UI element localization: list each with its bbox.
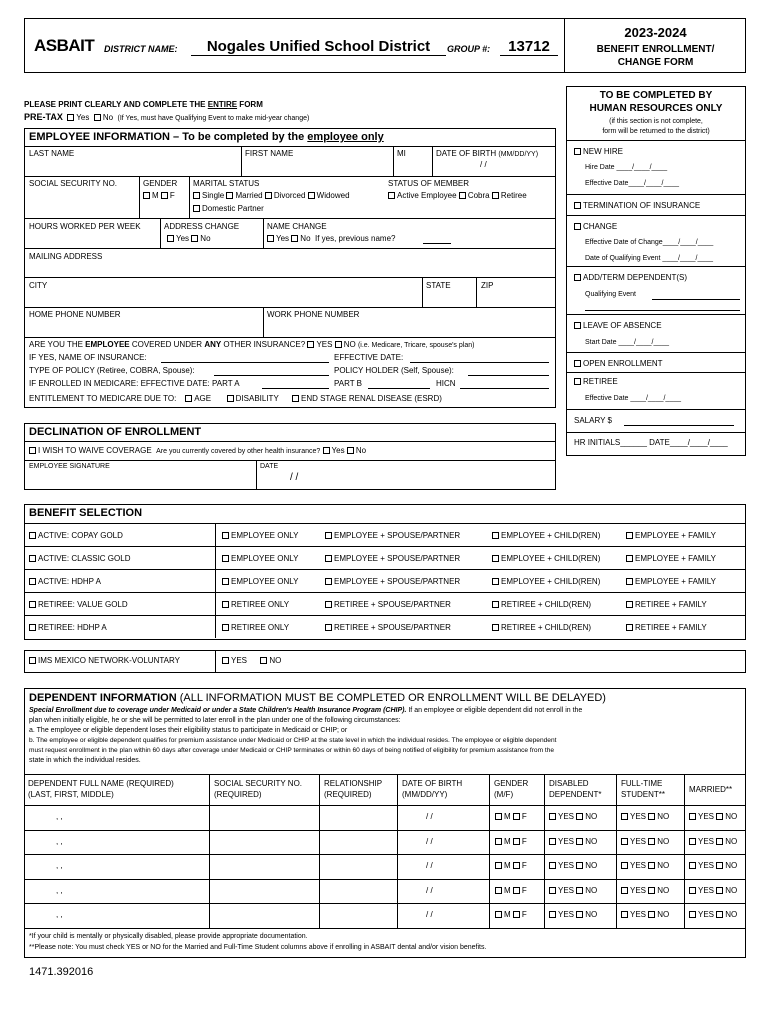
medicare-part-a-label: IF ENROLLED IN MEDICARE: EFFECTIVE DATE: PART A bbox=[29, 379, 240, 388]
benefit-option[interactable] bbox=[29, 577, 101, 587]
open-enrollment-label: OPEN ENROLLMENT bbox=[583, 359, 663, 368]
benefit-option-label: RETIREE: VALUE GOLD bbox=[38, 600, 128, 609]
benefit-option-label: EMPLOYEE + SPOUSE/PARTNER bbox=[334, 577, 461, 586]
other-insurance-no-checkbox[interactable] bbox=[335, 341, 342, 348]
benefit-selection-title: BENEFIT SELECTION bbox=[29, 507, 143, 519]
ims-label: IMS MEXICO NETWORK-VOLUNTARY bbox=[38, 656, 180, 665]
age-checkbox[interactable] bbox=[185, 395, 192, 402]
married-checkbox[interactable] bbox=[226, 192, 233, 199]
dependent-dob-field[interactable]: / / bbox=[426, 910, 433, 919]
esrd-checkbox[interactable] bbox=[292, 395, 299, 402]
benefit-option[interactable] bbox=[222, 554, 298, 564]
group-label: GROUP #: bbox=[447, 44, 491, 54]
termination-checkbox[interactable] bbox=[574, 202, 581, 209]
ims-checkbox[interactable] bbox=[29, 657, 36, 664]
dep-married-no-checkbox[interactable] bbox=[716, 887, 723, 894]
dep-fulltime-no-checkbox[interactable] bbox=[648, 862, 655, 869]
entitlement-row: ENTITLEMENT TO MEDICARE DUE TO: AGE DISABILITY END STAGE RENAL DISEASE (ESRD) bbox=[29, 394, 442, 403]
leave-of-absence-checkbox[interactable] bbox=[574, 322, 581, 329]
dep-gender-m-checkbox[interactable] bbox=[495, 911, 502, 918]
dep-gender-f-checkbox[interactable] bbox=[513, 887, 520, 894]
footnote-2: **Please note: You must check YES or NO for the Married and Full-Time Student columns above if enrolling in ASBAIT dental and/or vision benefits. bbox=[29, 944, 487, 951]
benefit-option-label: ACTIVE: HDHP A bbox=[38, 577, 101, 586]
status-of-member-label: STATUS OF MEMBER bbox=[388, 179, 470, 188]
benefit-option-label: EMPLOYEE ONLY bbox=[231, 554, 299, 563]
dep-married-no-checkbox[interactable] bbox=[716, 838, 723, 845]
dep-married-yes-checkbox[interactable] bbox=[689, 862, 696, 869]
medicare-part-a-field[interactable] bbox=[262, 388, 329, 389]
dep-gender-m-checkbox[interactable] bbox=[495, 887, 502, 894]
retiree-label: RETIREE bbox=[583, 377, 618, 386]
medicare-part-b-label: PART B bbox=[334, 379, 363, 388]
dep-married-no-checkbox[interactable] bbox=[716, 862, 723, 869]
benefit-option-label: RETIREE + SPOUSE/PARTNER bbox=[334, 600, 451, 609]
add-term-dependent-checkbox[interactable] bbox=[574, 274, 581, 281]
col-name-h2: (LAST, FIRST, MIDDLE) bbox=[28, 790, 114, 799]
benefit-checkbox[interactable] bbox=[325, 555, 332, 562]
open-enrollment-checkbox[interactable] bbox=[574, 360, 581, 367]
address-change-label: ADDRESS CHANGE bbox=[164, 222, 240, 231]
benefit-checkbox[interactable] bbox=[492, 624, 499, 631]
benefit-checkbox[interactable] bbox=[222, 555, 229, 562]
dep-married-yes-checkbox[interactable] bbox=[689, 813, 696, 820]
benefit-checkbox[interactable] bbox=[325, 532, 332, 539]
dependent-name-field[interactable]: , , bbox=[56, 910, 63, 919]
print-instruction: PLEASE PRINT CLEARLY AND COMPLETE THE ENTIRE FORM bbox=[24, 100, 263, 109]
dependent-married: YES NO bbox=[689, 886, 737, 896]
benefit-checkbox[interactable] bbox=[325, 601, 332, 608]
benefit-option-label: EMPLOYEE + SPOUSE/PARTNER bbox=[334, 554, 461, 563]
benefit-option[interactable] bbox=[626, 600, 707, 610]
col-rel-h2: (REQUIRED) bbox=[324, 790, 372, 799]
dep-fulltime-yes-checkbox[interactable] bbox=[621, 862, 628, 869]
col-married-h: MARRIED** bbox=[689, 785, 733, 794]
insurance-name-label: IF YES, NAME OF INSURANCE: bbox=[29, 353, 147, 362]
benefit-checkbox[interactable] bbox=[29, 578, 36, 585]
pretax-yes-checkbox[interactable] bbox=[67, 114, 74, 121]
benefit-option-label: ACTIVE: CLASSIC GOLD bbox=[38, 554, 131, 563]
benefit-option-label: EMPLOYEE ONLY bbox=[231, 531, 299, 540]
dependent-fulltime: YES NO bbox=[621, 886, 669, 896]
divorced-checkbox[interactable] bbox=[265, 192, 272, 199]
dep-gender-f-checkbox[interactable] bbox=[513, 813, 520, 820]
employee-signature-label: EMPLOYEE SIGNATURE bbox=[29, 463, 110, 470]
domestic-partner-checkbox[interactable] bbox=[193, 205, 200, 212]
benefit-checkbox[interactable] bbox=[29, 624, 36, 631]
ims-yes-checkbox[interactable] bbox=[222, 657, 229, 664]
dep-disabled-yes-checkbox[interactable] bbox=[549, 862, 556, 869]
previous-name-field[interactable] bbox=[423, 243, 451, 244]
dep-disabled-yes-checkbox[interactable] bbox=[549, 887, 556, 894]
benefit-selection-box bbox=[24, 504, 746, 640]
hours-worked-label: HOURS WORKED PER WEEK bbox=[29, 222, 141, 231]
active-employee-checkbox[interactable] bbox=[388, 192, 395, 199]
change-checkbox[interactable] bbox=[574, 223, 581, 230]
special-enrollment-line2: plan when initially eligible, he or she will be permitted to later enroll in the plan under one of the following circumstances: bbox=[29, 717, 401, 724]
dob-field[interactable]: / / bbox=[480, 160, 487, 169]
dependent-fulltime: YES NO bbox=[621, 837, 669, 847]
col-gender-h1: GENDER bbox=[494, 779, 529, 788]
effective-date-of-change[interactable]: Effective Date of Change____/____/____ bbox=[585, 239, 714, 246]
benefit-checkbox[interactable] bbox=[222, 624, 229, 631]
dependent-fulltime: YES NO bbox=[621, 861, 669, 871]
widowed-checkbox[interactable] bbox=[308, 192, 315, 199]
termination-label: TERMINATION OF INSURANCE bbox=[583, 201, 701, 210]
benefit-checkbox[interactable] bbox=[492, 555, 499, 562]
dependent-fulltime: YES NO bbox=[621, 910, 669, 920]
dependent-dob-field[interactable]: / / bbox=[426, 837, 433, 846]
dep-fulltime-no-checkbox[interactable] bbox=[648, 887, 655, 894]
other-coverage-no-checkbox[interactable] bbox=[347, 447, 354, 454]
zip-label: ZIP bbox=[481, 281, 494, 290]
special-enrollment-line4: b. The employee or eligible dependent qualifies for premium assistance under Medicaid or CHIP at the state level in which the individual resides. The employee or eligible dependent bbox=[29, 737, 557, 744]
effective-date[interactable]: Effective Date____/____/____ bbox=[585, 180, 680, 187]
first-name-label: FIRST NAME bbox=[245, 149, 294, 158]
retiree-status-checkbox[interactable] bbox=[492, 192, 499, 199]
col-dob-h2: (MM/DD/YY) bbox=[402, 790, 448, 799]
benefit-option-label: RETIREE: HDHP A bbox=[38, 623, 107, 632]
benefit-option[interactable] bbox=[325, 531, 460, 541]
address-change-no-checkbox[interactable] bbox=[191, 235, 198, 242]
benefit-checkbox[interactable] bbox=[29, 601, 36, 608]
dependent-dob-field[interactable]: / / bbox=[426, 812, 433, 821]
state-label: STATE bbox=[426, 281, 451, 290]
change-label: CHANGE bbox=[583, 222, 618, 231]
benefit-option[interactable] bbox=[222, 600, 289, 610]
col-disabled-h1: DISABLED bbox=[549, 779, 589, 788]
benefit-option[interactable] bbox=[626, 531, 716, 541]
disability-checkbox[interactable] bbox=[227, 395, 234, 402]
dependent-married: YES NO bbox=[689, 812, 737, 822]
dependent-dob-field[interactable]: / / bbox=[426, 886, 433, 895]
last-name-label: LAST NAME bbox=[29, 149, 75, 158]
benefit-option-label: EMPLOYEE + FAMILY bbox=[635, 554, 716, 563]
benefit-option-label: EMPLOYEE + CHILD(REN) bbox=[501, 531, 601, 540]
dependent-gender: M F bbox=[495, 861, 527, 871]
ssn-label: SOCIAL SECURITY NO. bbox=[29, 179, 118, 188]
medicare-part-b-field[interactable] bbox=[368, 388, 430, 389]
special-enrollment-line3: a. The employee or eligible dependent loses their eligibility status to participate in Medicaid or CHIP; or bbox=[29, 727, 348, 734]
logo-text: ASBAIT bbox=[34, 36, 95, 55]
benefit-option[interactable] bbox=[626, 554, 716, 564]
benefit-option[interactable] bbox=[492, 531, 600, 541]
dependent-disabled: YES NO bbox=[549, 886, 597, 896]
date-of-qualifying-event[interactable]: Date of Qualifying Event ____/____/____ bbox=[585, 255, 714, 262]
cobra-checkbox[interactable] bbox=[459, 192, 466, 199]
benefit-checkbox[interactable] bbox=[626, 532, 633, 539]
hr-title-1: TO BE COMPLETED BY bbox=[599, 90, 713, 101]
other-coverage-yes-checkbox[interactable] bbox=[323, 447, 330, 454]
dependent-disabled: YES NO bbox=[549, 812, 597, 822]
hicn-field[interactable] bbox=[460, 388, 549, 389]
benefit-checkbox[interactable] bbox=[626, 624, 633, 631]
benefit-option-label: RETIREE + SPOUSE/PARTNER bbox=[334, 623, 451, 632]
benefit-option[interactable] bbox=[325, 623, 451, 633]
ims-no-checkbox[interactable] bbox=[260, 657, 267, 664]
policy-type-field[interactable] bbox=[214, 375, 329, 376]
special-enrollment-line5: must request enrollment in the plan within 60 days after coverage under Medicaid or CHIP terminates or within 60 days of being notified of eligibility for premium assistance from the bbox=[29, 747, 555, 754]
benefit-checkbox[interactable] bbox=[222, 532, 229, 539]
dep-gender-f-checkbox[interactable] bbox=[513, 838, 520, 845]
benefit-option-label: EMPLOYEE + CHILD(REN) bbox=[501, 577, 601, 586]
signature-date-label: DATE bbox=[260, 463, 279, 470]
start-date[interactable]: Start Date ____/____/____ bbox=[585, 339, 670, 346]
pretax-no-checkbox[interactable] bbox=[94, 114, 101, 121]
dep-married-no-checkbox[interactable] bbox=[716, 911, 723, 918]
col-ssn-h2: (REQUIRED) bbox=[214, 790, 262, 799]
marital-status-label: MARITAL STATUS bbox=[193, 179, 260, 188]
benefit-option-label: RETIREE ONLY bbox=[231, 600, 290, 609]
benefit-option[interactable] bbox=[29, 600, 128, 610]
benefit-checkbox[interactable] bbox=[492, 578, 499, 585]
dep-fulltime-yes-checkbox[interactable] bbox=[621, 813, 628, 820]
benefit-option-label: EMPLOYEE ONLY bbox=[231, 577, 299, 586]
special-enrollment-line6: state in which the individual resides. bbox=[29, 757, 141, 764]
salary-field[interactable] bbox=[624, 425, 734, 426]
dependent-gender: M F bbox=[495, 812, 527, 822]
name-change-no-checkbox[interactable] bbox=[291, 235, 298, 242]
benefit-option-label: RETIREE + CHILD(REN) bbox=[501, 623, 592, 632]
gender-label: GENDER bbox=[143, 179, 178, 188]
col-dob-h1: DATE OF BIRTH bbox=[402, 779, 463, 788]
benefit-option[interactable] bbox=[492, 600, 591, 610]
dependent-disabled: YES NO bbox=[549, 837, 597, 847]
hr-initials-date[interactable]: HR INITIALS______ DATE____/____/____ bbox=[574, 438, 728, 447]
home-phone-label: HOME PHONE NUMBER bbox=[29, 310, 121, 319]
benefit-option[interactable] bbox=[222, 531, 298, 541]
qualifying-event-field-2[interactable] bbox=[585, 310, 740, 311]
dep-gender-f-checkbox[interactable] bbox=[513, 911, 520, 918]
dependent-married: YES NO bbox=[689, 861, 737, 871]
policy-holder-label: POLICY HOLDER (Self, Spouse): bbox=[334, 366, 454, 375]
benefit-checkbox[interactable] bbox=[325, 578, 332, 585]
dep-fulltime-no-checkbox[interactable] bbox=[648, 838, 655, 845]
benefit-checkbox[interactable] bbox=[492, 601, 499, 608]
special-enrollment-line1: Special Enrollment due to coverage under Medicaid or under a State Children's Health Insurance Program (CHIP). If an employee or eligible dependent did not enroll in the bbox=[29, 707, 583, 714]
form-title-line1: BENEFIT ENROLLMENT/ bbox=[596, 44, 715, 55]
benefit-option-label: ACTIVE: COPAY GOLD bbox=[38, 531, 123, 540]
retiree-effective-date[interactable]: Effective Date ____/____/____ bbox=[585, 395, 682, 402]
dep-fulltime-yes-checkbox[interactable] bbox=[621, 911, 628, 918]
district-label: DISTRICT NAME: bbox=[104, 44, 178, 54]
hicn-label: HICN bbox=[436, 379, 456, 388]
form-number: 1471.392016 bbox=[29, 966, 94, 978]
retiree-checkbox[interactable] bbox=[574, 378, 581, 385]
dependent-info-title: DEPENDENT INFORMATION (ALL INFORMATION MUST BE COMPLETED OR ENROLLMENT WILL BE DELAYED) bbox=[29, 692, 606, 704]
benefit-checkbox[interactable] bbox=[29, 532, 36, 539]
add-term-label: ADD/TERM DEPENDENT(S) bbox=[583, 273, 688, 282]
benefit-option[interactable] bbox=[325, 577, 460, 587]
benefit-option[interactable] bbox=[222, 623, 289, 633]
benefit-checkbox[interactable] bbox=[626, 601, 633, 608]
benefit-option-label: EMPLOYEE + CHILD(REN) bbox=[501, 554, 601, 563]
other-insurance-question: ARE YOU THE EMPLOYEE COVERED UNDER ANY OTHER INSURANCE? YES NO (i.e. Medicare, Tricare, spouse's plan) bbox=[29, 340, 475, 349]
dep-married-yes-checkbox[interactable] bbox=[689, 838, 696, 845]
benefit-option-label: RETIREE + FAMILY bbox=[635, 600, 707, 609]
dependent-disabled: YES NO bbox=[549, 910, 597, 920]
leave-label: LEAVE OF ABSENCE bbox=[583, 321, 662, 330]
benefit-option[interactable] bbox=[29, 623, 107, 633]
dep-fulltime-no-checkbox[interactable] bbox=[648, 911, 655, 918]
col-fulltime-h1: FULL-TIME bbox=[621, 779, 663, 788]
dependent-name-field[interactable]: , , bbox=[56, 861, 63, 870]
dep-disabled-no-checkbox[interactable] bbox=[576, 813, 583, 820]
col-name-h1: DEPENDENT FULL NAME (REQUIRED) bbox=[28, 779, 174, 788]
waive-coverage-checkbox[interactable] bbox=[29, 447, 36, 454]
new-hire-label: NEW HIRE bbox=[583, 147, 623, 156]
dependent-fulltime: YES NO bbox=[621, 812, 669, 822]
dep-married-yes-checkbox[interactable] bbox=[689, 887, 696, 894]
dependent-disabled: YES NO bbox=[549, 861, 597, 871]
benefit-checkbox[interactable] bbox=[492, 532, 499, 539]
other-insurance-yes-checkbox[interactable] bbox=[307, 341, 314, 348]
work-phone-label: WORK PHONE NUMBER bbox=[267, 310, 360, 319]
name-change-label: NAME CHANGE bbox=[267, 222, 327, 231]
form-year: 2023-2024 bbox=[624, 25, 687, 40]
hr-note-1: (if this section is not complete, bbox=[609, 118, 703, 125]
benefit-option[interactable] bbox=[325, 600, 451, 610]
insurance-name-field[interactable] bbox=[161, 362, 329, 363]
dependent-married: YES NO bbox=[689, 837, 737, 847]
effective-date-label: EFFECTIVE DATE: bbox=[334, 353, 404, 362]
district-name-field[interactable]: Nogales Unified School District bbox=[191, 38, 446, 56]
name-change-yes-checkbox[interactable] bbox=[267, 235, 274, 242]
dependent-gender: M F bbox=[495, 886, 527, 896]
dep-married-yes-checkbox[interactable] bbox=[689, 911, 696, 918]
dep-gender-m-checkbox[interactable] bbox=[495, 813, 502, 820]
hr-note-2: form will be returned to the district) bbox=[602, 128, 710, 135]
qualifying-event-field[interactable] bbox=[652, 299, 740, 300]
benefit-option-label: EMPLOYEE + FAMILY bbox=[635, 531, 716, 540]
gender-m-checkbox[interactable] bbox=[143, 192, 150, 199]
hire-date[interactable]: Hire Date ____/____/____ bbox=[585, 164, 668, 171]
single-checkbox[interactable] bbox=[193, 192, 200, 199]
hr-title-2: HUMAN RESOURCES ONLY bbox=[589, 103, 723, 114]
benefit-checkbox[interactable] bbox=[626, 578, 633, 585]
dep-gender-m-checkbox[interactable] bbox=[495, 862, 502, 869]
insurance-effective-date-field[interactable] bbox=[410, 362, 549, 363]
dep-disabled-no-checkbox[interactable] bbox=[576, 862, 583, 869]
benefit-option[interactable] bbox=[626, 623, 707, 633]
dep-disabled-yes-checkbox[interactable] bbox=[549, 813, 556, 820]
form-title-line2: CHANGE FORM bbox=[617, 57, 694, 68]
col-gender-h2: (M/F) bbox=[494, 790, 514, 799]
dep-gender-m-checkbox[interactable] bbox=[495, 838, 502, 845]
footnote-1: *If your child is mentally or physically disabled, please provide appropriate documentation. bbox=[29, 933, 308, 940]
dependent-gender: M F bbox=[495, 910, 527, 920]
dep-disabled-no-checkbox[interactable] bbox=[576, 838, 583, 845]
benefit-option-label: RETIREE + FAMILY bbox=[635, 623, 707, 632]
benefit-checkbox[interactable] bbox=[29, 555, 36, 562]
dep-gender-f-checkbox[interactable] bbox=[513, 862, 520, 869]
col-ssn-h1: SOCIAL SECURITY NO. bbox=[214, 779, 303, 788]
policy-type-label: TYPE OF POLICY (Retiree, COBRA, Spouse): bbox=[29, 366, 195, 375]
qualifying-event-label: Qualifying Event bbox=[585, 291, 636, 298]
salary-label: SALARY $ bbox=[574, 416, 612, 425]
city-label: CITY bbox=[29, 281, 48, 290]
benefit-option[interactable] bbox=[492, 554, 600, 564]
benefit-option-label: EMPLOYEE + FAMILY bbox=[635, 577, 716, 586]
address-change-yes-checkbox[interactable] bbox=[167, 235, 174, 242]
dep-fulltime-yes-checkbox[interactable] bbox=[621, 838, 628, 845]
dependent-name-field[interactable]: , , bbox=[56, 886, 63, 895]
dependent-name-field[interactable]: , , bbox=[56, 837, 63, 846]
col-disabled-h2: DEPENDENT* bbox=[549, 790, 602, 799]
waive-row: I WISH TO WAIVE COVERAGE Are you currently covered by other health insurance? Yes No bbox=[29, 446, 366, 456]
signature-date-field[interactable]: / / bbox=[290, 472, 299, 483]
mi-label: MI bbox=[397, 149, 406, 158]
dependent-name-field[interactable]: , , bbox=[56, 812, 63, 821]
benefit-option[interactable] bbox=[325, 554, 460, 564]
benefit-option-label: RETIREE ONLY bbox=[231, 623, 290, 632]
dep-disabled-no-checkbox[interactable] bbox=[576, 911, 583, 918]
dep-disabled-yes-checkbox[interactable] bbox=[549, 838, 556, 845]
group-number-field[interactable]: 13712 bbox=[500, 38, 558, 56]
benefit-checkbox[interactable] bbox=[222, 578, 229, 585]
employee-info-title: EMPLOYEE INFORMATION – To be completed by the employee only bbox=[29, 131, 384, 143]
dep-disabled-yes-checkbox[interactable] bbox=[549, 911, 556, 918]
col-rel-h1: RELATIONSHIP bbox=[324, 779, 383, 788]
benefit-option-label: EMPLOYEE + SPOUSE/PARTNER bbox=[334, 531, 461, 540]
benefit-option[interactable] bbox=[626, 577, 716, 587]
col-fulltime-h2: STUDENT** bbox=[621, 790, 666, 799]
benefit-option[interactable] bbox=[29, 531, 123, 541]
dep-fulltime-yes-checkbox[interactable] bbox=[621, 887, 628, 894]
gender-f-checkbox[interactable] bbox=[161, 192, 168, 199]
policy-holder-field[interactable] bbox=[468, 375, 549, 376]
benefit-checkbox[interactable] bbox=[325, 624, 332, 631]
dependent-married: YES NO bbox=[689, 910, 737, 920]
benefit-option[interactable] bbox=[222, 577, 298, 587]
benefit-checkbox[interactable] bbox=[626, 555, 633, 562]
mailing-address-label: MAILING ADDRESS bbox=[29, 252, 103, 261]
benefit-option[interactable] bbox=[492, 577, 600, 587]
dep-married-no-checkbox[interactable] bbox=[716, 813, 723, 820]
dob-label: DATE OF BIRTH (MM/DD/YY) bbox=[436, 149, 539, 158]
benefit-option[interactable] bbox=[29, 554, 130, 564]
dep-fulltime-no-checkbox[interactable] bbox=[648, 813, 655, 820]
benefit-option-label: RETIREE + CHILD(REN) bbox=[501, 600, 592, 609]
benefit-option[interactable] bbox=[492, 623, 591, 633]
dep-disabled-no-checkbox[interactable] bbox=[576, 887, 583, 894]
dependent-dob-field[interactable]: / / bbox=[426, 861, 433, 870]
new-hire-checkbox[interactable] bbox=[574, 148, 581, 155]
asbait-logo bbox=[34, 36, 94, 56]
pretax-row: PRE-TAX Yes No (If Yes, must have Qualifying Event to make mid-year change) bbox=[24, 112, 310, 122]
benefit-checkbox[interactable] bbox=[222, 601, 229, 608]
declination-title: DECLINATION OF ENROLLMENT bbox=[29, 426, 202, 438]
dependent-gender: M F bbox=[495, 837, 527, 847]
